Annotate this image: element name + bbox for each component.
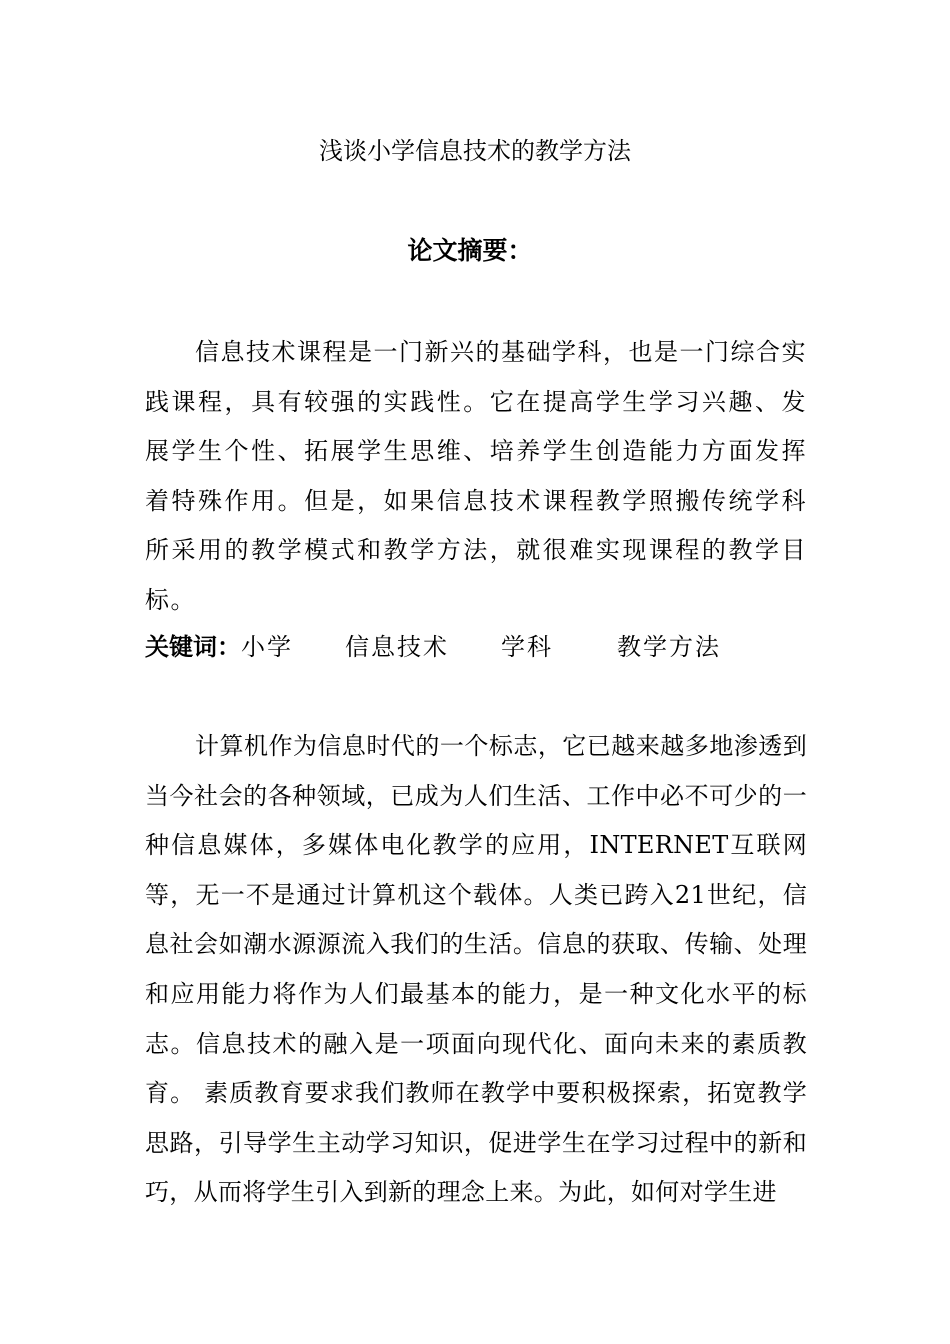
- keyword-item: 教学方法: [617, 633, 721, 661]
- body-paragraph: 计算机作为信息时代的一个标志，它已越来越多地渗透到当今社会的各种领域，已成为人们生活、工作中必不可少的一种信息媒体，多媒体电化教学的应用，INTERNET互联网等，无一不是通过计算机这个载体。人类已跨入21世纪，信息社会如潮水源源流入我们的生活。信息的获取、传输、处理和应用能力将作为人们最基本的能力，是一种文化水平的标志。信息技术的融入是一项面向现代化、面向未来的素质教育。 素质教育要求我们教师在教学中要积极探索，拓宽教学思路，引导学生主动学习知识，促进学生在学习过程中的新和巧，从而将学生引入到新的理念上来。为此，如何对学生进: [145, 732, 807, 1207]
- keywords-line: [145, 630, 845, 664]
- keyword-item: 信息技术: [345, 633, 449, 661]
- keywords-label: 关键词：: [145, 633, 241, 661]
- keyword-item: 小学: [241, 633, 293, 661]
- document-title: 浅谈小学信息技术的教学方法: [319, 137, 631, 165]
- abstract-heading: 论文摘要：: [407, 236, 533, 265]
- keyword-item: 学科: [501, 633, 553, 661]
- abstract-paragraph: 信息技术课程是一门新兴的基础学科，也是一门综合实践课程，具有较强的实践性。它在提高学生学习兴趣、发展学生个性、拓展学生思维、培养学生创造能力方面发挥着特殊作用。但是，如果信息技术课程教学照搬传统学科所采用的教学模式和教学方法，就很难实现课程的教学目标。: [145, 338, 807, 614]
